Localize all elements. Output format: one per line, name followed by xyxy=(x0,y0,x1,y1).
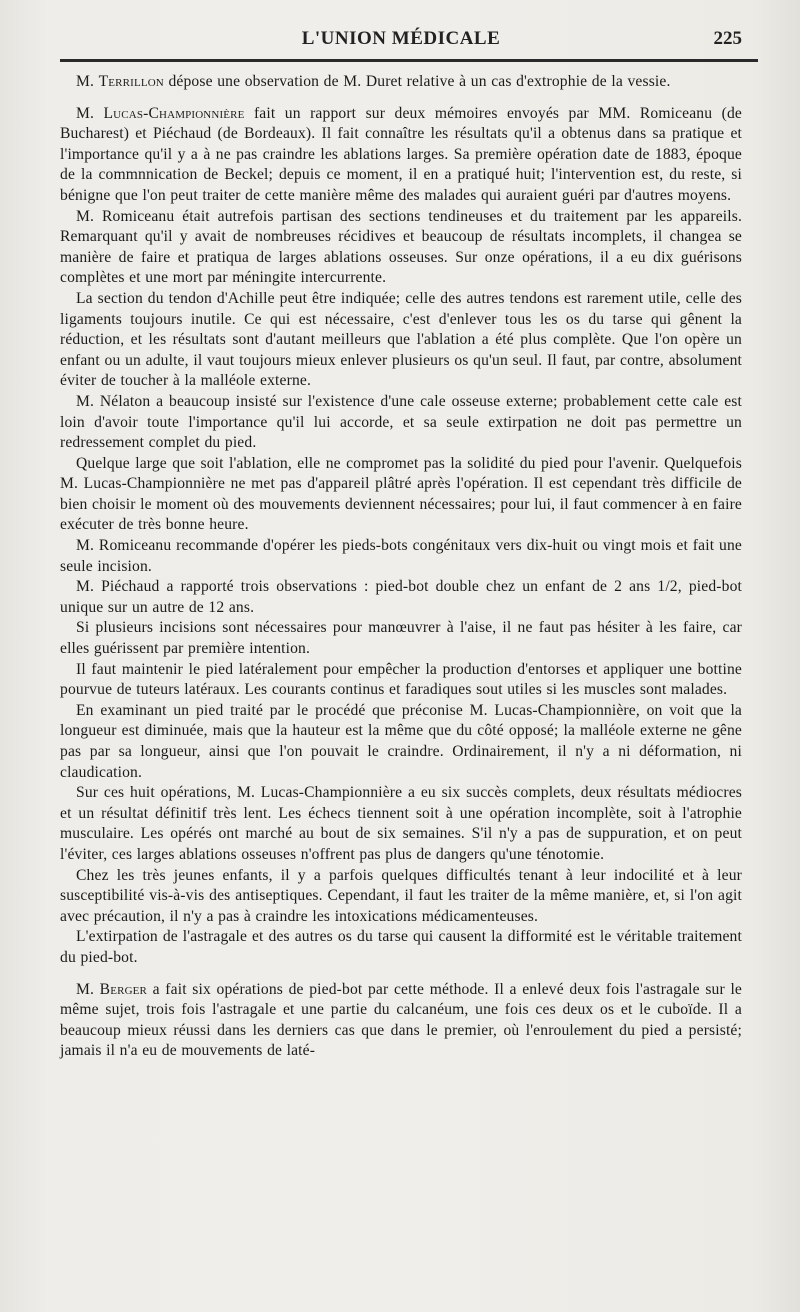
paragraph xyxy=(60,701,742,783)
paragraph-lead: M. xyxy=(76,104,104,122)
paragraph xyxy=(60,577,742,618)
paragraph-text: En examinant un pied traité par le procédé que préconise M. Lucas-Championnière, on voit que la longueur est diminuée, mais que la hauteur est la même que du côté opposé; la malléole externe ne gêne pas par sa longueur, ainsi que l'on pouvait le craindre. Ordinairement, il n'y a ni déformation, ni claudication. xyxy=(60,701,742,781)
paragraph xyxy=(60,536,742,577)
paragraph xyxy=(60,72,742,93)
paragraph xyxy=(60,289,742,392)
paragraph-lead: M. xyxy=(76,980,100,998)
header-rule xyxy=(60,59,758,62)
paragraph-text: M. Piéchaud a rapporté trois observations : pied-bot double chez un enfant de 2 ans 1/2, pied-bot unique sur un autre de 12 ans. xyxy=(60,578,742,616)
paragraph xyxy=(60,660,742,701)
speaker-name: Terrillon xyxy=(98,73,164,90)
paragraph-text: La section du tendon d'Achille peut être indiquée; celle des autres tendons est rarement utile, celle des ligaments toujours inutile. Ce qui est nécessaire, c'est d'enlever tous les os du tarse qui gênent la réduction, et les résultats sont d'autant meilleurs que l'ablation a été plus complète. Que l'on opère un enfant ou un adulte, il vaut toujours mieux enlever plusieurs os qu'un seul. Il faut, par contre, absolument éviter de toucher à la malléole externe. xyxy=(60,289,742,390)
running-title: L'UNION MÉDICALE xyxy=(301,28,501,49)
paragraph xyxy=(60,783,742,865)
paragraph-text: Quelque large que soit l'ablation, elle ne compromet pas la solidité du pied pour l'avenir. Quelquefois M. Lucas-Championnière ne met pas d'appareil plâtré après l'opération. Il est cependant très difficile de bien choisir le moment où des mouvements deviennent nécessaires; pour lui, il faut commencer à en faire exécuter de très bonne heure. xyxy=(60,454,742,534)
paragraph-text: M. Romiceanu était autrefois partisan des sections tendineuses et du traitement par les appareils. Remarquant qu'il y avait de nombreuses récidives et beaucoup de résultats incomplets, il changea se manière de faire et pratiqua de larges ablations osseuses. Sur onze opérations, il a eu dix guérisons complètes et une mort par méningite intercurrente. xyxy=(60,207,742,287)
paragraph xyxy=(60,618,742,659)
paragraph-text: Il faut maintenir le pied latéralement pour empêcher la production d'entorses et appliquer une bottine pourvue de tuteurs latéraux. Les courants continus et faradiques sout utiles si les muscles sont malades. xyxy=(60,660,742,699)
paragraph-text: M. Nélaton a beaucoup insisté sur l'existence d'une cale osseuse externe; probablement cette cale est loin d'avoir toute l'importance qu'il lui accorde, et sa seule extirpation ne doit pas permettre un redressement complet du pied. xyxy=(60,392,742,452)
paragraph-text: a fait six opérations de pied-bot par cette méthode. Il a enlevé deux fois l'astragale sur le même sujet, trois fois l'astragale et une partie du calcanéum, une fois ces deux os et le cuboïde. Il a beaucoup mieux réussi dans les derniers cas que dans le premier, où l'enroulement du pied a persisté; jamais il n'a eu de mouvements de laté- xyxy=(60,980,742,1060)
paragraph-text: dépose une observation de M. Duret relative à un cas d'extrophie de la vessie. xyxy=(163,73,671,90)
paragraph-text: Sur ces huit opérations, M. Lucas-Championnière a eu six succès complets, deux résultats médiocres et un résultat définitif très lent. Les échecs tiennent soit à une opération incomplète, soit à l'atrophie musculaire. Les opérés ont marché au bout de six semaines. S'il n'y a pas de suppuration, et on peut l'éviter, ces larges ablations osseuses n'offrent pas plus de dangers qu'une ténotomie. xyxy=(60,784,742,863)
paragraph xyxy=(60,927,742,968)
paragraph xyxy=(60,866,742,928)
paragraph xyxy=(60,104,742,207)
page-number: 225 xyxy=(713,28,742,49)
paragraph-text: Si plusieurs incisions sont nécessaires pour manœuvrer à l'aise, il ne faut pas hésiter à les faire, car elles guérissent par première intention. xyxy=(60,619,742,658)
paragraph-text: fait un rapport sur deux mémoires envoyés par MM. Romiceanu (de Bucharest) et Piéchaud (de Bordeaux). Il fait connaître les résultats qu'il a obtenus dans sa pratique et l'importance qu'il y a à ne pas craindre les ablations larges. Sa première opération date de 1883, époque de la commnnication de Beckel; depuis ce moment, il en a pratiqué huit; l'intervention est, du reste, si bénigne que l'on peut traiter de cette manière même des malades qui auraient guéri par d'autres moyens. xyxy=(60,104,742,204)
paragraph xyxy=(60,980,742,1062)
paragraph xyxy=(60,392,742,454)
paragraph-text: M. Romiceanu recommande d'opérer les pieds-bots congénitaux vers dix-huit ou vingt mois et fait une seule incision. xyxy=(60,537,742,575)
page-header xyxy=(60,26,742,56)
paragraph-text: L'extirpation de l'astragale et des autres os du tarse qui causent la difformité est le véritable traitement du pied-bot. xyxy=(60,928,742,966)
paragraph-text: Chez les très jeunes enfants, il y a parfois quelques difficultés tenant à leur indocilité et à leur susceptibilité vis-à-vis des antiseptiques. Cependant, il faut les traiter de la même manière, et, si l'on agit avec précaution, il n'y a pas à craindre les intoxications médicamenteuses. xyxy=(60,866,742,925)
speaker-name: Lucas-Championnière xyxy=(103,104,245,122)
paragraph xyxy=(60,454,742,536)
paragraph xyxy=(60,207,742,289)
speaker-name: Berger xyxy=(99,980,148,998)
paragraph-lead: M. xyxy=(76,73,99,90)
body-text xyxy=(60,72,742,1062)
